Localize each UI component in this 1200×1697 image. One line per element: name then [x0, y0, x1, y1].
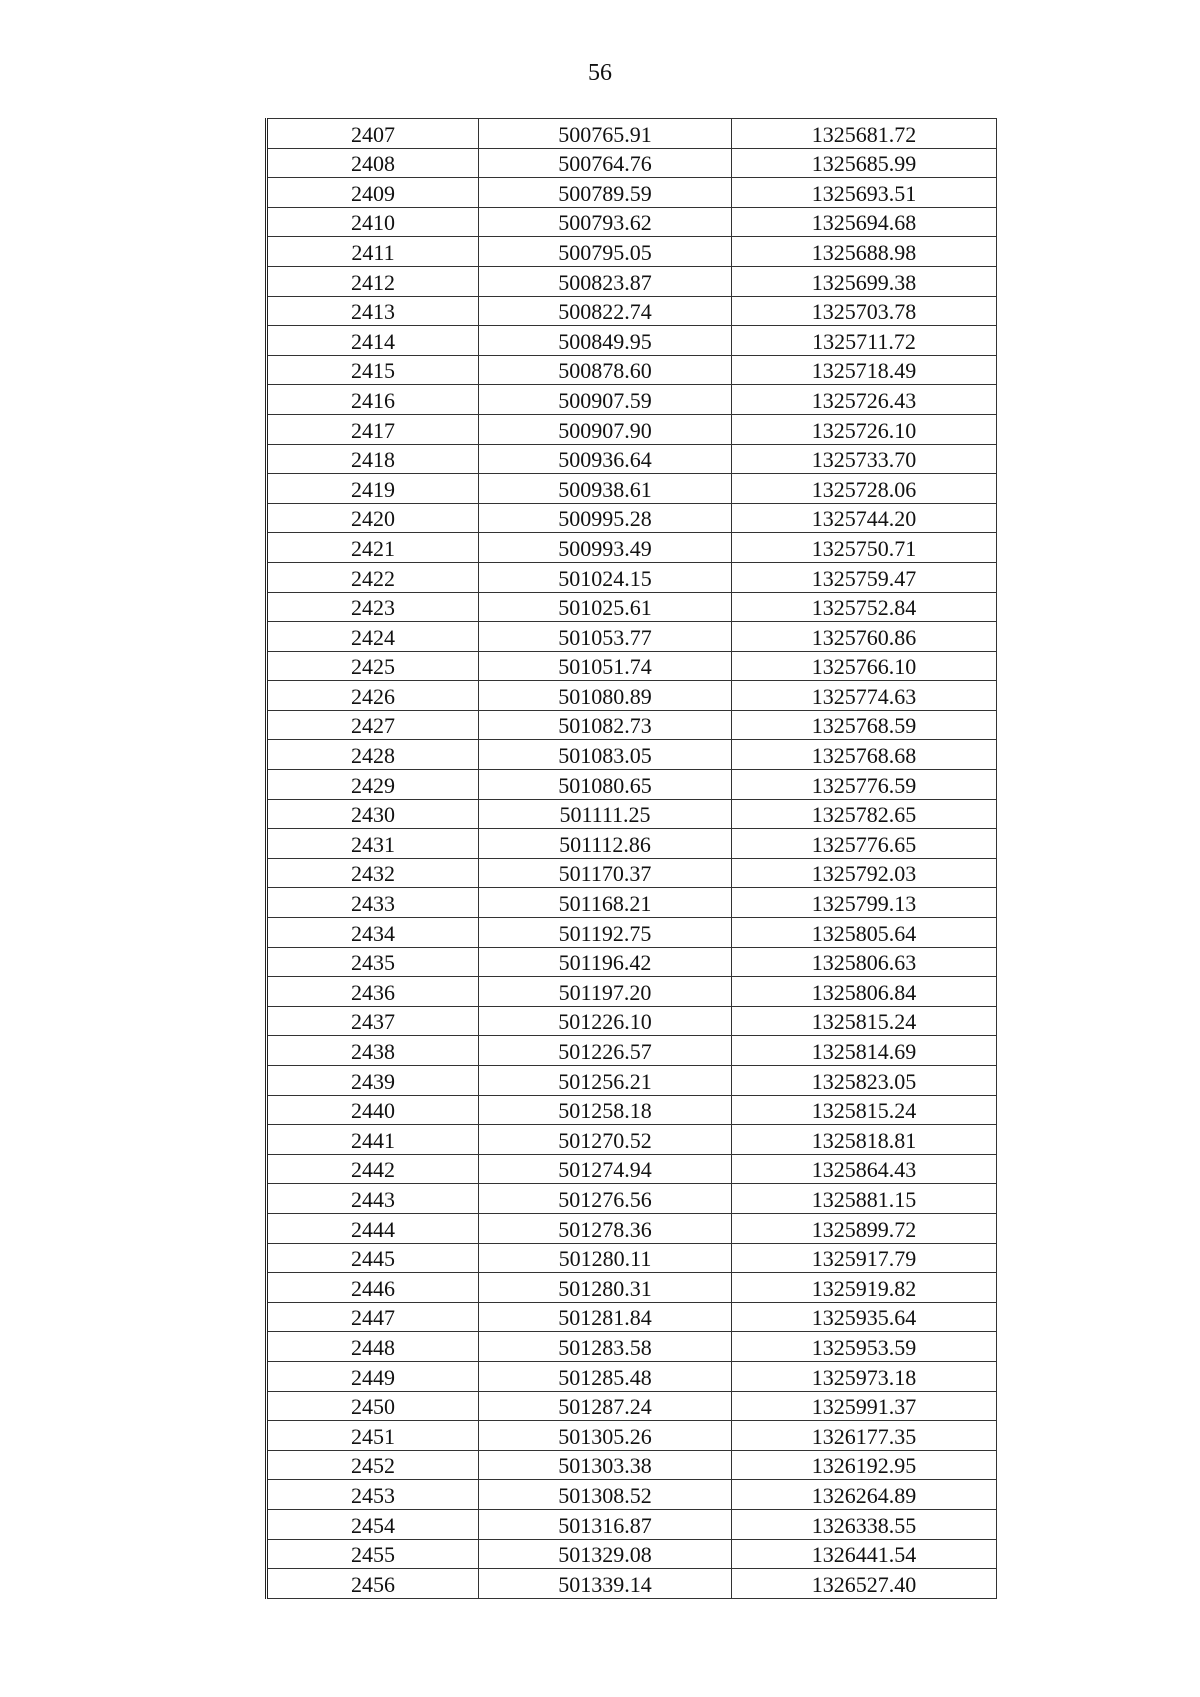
point-number-cell: 2407: [267, 119, 479, 149]
x-coordinate-cell: 501082.73: [479, 710, 732, 740]
table-row: [267, 178, 997, 208]
y-coordinate-cell: 1325782.65: [732, 799, 997, 829]
point-number-cell: 2445: [267, 1243, 479, 1273]
table-row: [267, 770, 997, 800]
x-coordinate-cell: 500823.87: [479, 266, 732, 296]
y-coordinate-cell: 1326441.54: [732, 1539, 997, 1569]
point-number-cell: 2433: [267, 888, 479, 918]
point-number-cell: 2415: [267, 355, 479, 385]
point-number-cell: 2429: [267, 770, 479, 800]
point-number-cell: 2455: [267, 1539, 479, 1569]
table-row: [267, 1421, 997, 1451]
y-coordinate-cell: 1325799.13: [732, 888, 997, 918]
y-coordinate-cell: 1325693.51: [732, 178, 997, 208]
x-coordinate-cell: 501274.94: [479, 1154, 732, 1184]
y-coordinate-cell: 1325935.64: [732, 1302, 997, 1332]
point-number-cell: 2425: [267, 651, 479, 681]
y-coordinate-cell: 1325699.38: [732, 266, 997, 296]
coordinates-table: [265, 118, 997, 1599]
y-coordinate-cell: 1326527.40: [732, 1569, 997, 1599]
table-row: [267, 829, 997, 859]
x-coordinate-cell: 501168.21: [479, 888, 732, 918]
x-coordinate-cell: 500765.91: [479, 119, 732, 149]
y-coordinate-cell: 1325991.37: [732, 1391, 997, 1421]
x-coordinate-cell: 501226.10: [479, 1006, 732, 1036]
table-row: [267, 1539, 997, 1569]
y-coordinate-cell: 1325919.82: [732, 1273, 997, 1303]
y-coordinate-cell: 1325814.69: [732, 1036, 997, 1066]
y-coordinate-cell: 1325752.84: [732, 592, 997, 622]
table-row: [267, 1450, 997, 1480]
y-coordinate-cell: 1325774.63: [732, 681, 997, 711]
table-row: [267, 1125, 997, 1155]
y-coordinate-cell: 1325768.68: [732, 740, 997, 770]
point-number-cell: 2446: [267, 1273, 479, 1303]
point-number-cell: 2411: [267, 237, 479, 267]
table-row: [267, 266, 997, 296]
x-coordinate-cell: 500849.95: [479, 326, 732, 356]
point-number-cell: 2427: [267, 710, 479, 740]
x-coordinate-cell: 501025.61: [479, 592, 732, 622]
y-coordinate-cell: 1325815.24: [732, 1006, 997, 1036]
table-row: [267, 148, 997, 178]
table-row: [267, 1095, 997, 1125]
y-coordinate-cell: 1325917.79: [732, 1243, 997, 1273]
point-number-cell: 2450: [267, 1391, 479, 1421]
y-coordinate-cell: 1325688.98: [732, 237, 997, 267]
x-coordinate-cell: 501305.26: [479, 1421, 732, 1451]
x-coordinate-cell: 501276.56: [479, 1184, 732, 1214]
table-row: [267, 207, 997, 237]
x-coordinate-cell: 501258.18: [479, 1095, 732, 1125]
y-coordinate-cell: 1325750.71: [732, 533, 997, 563]
table-row: [267, 119, 997, 149]
y-coordinate-cell: 1325776.59: [732, 770, 997, 800]
y-coordinate-cell: 1325744.20: [732, 503, 997, 533]
x-coordinate-cell: 501256.21: [479, 1066, 732, 1096]
x-coordinate-cell: 501192.75: [479, 918, 732, 948]
x-coordinate-cell: 501270.52: [479, 1125, 732, 1155]
x-coordinate-cell: 501024.15: [479, 562, 732, 592]
point-number-cell: 2448: [267, 1332, 479, 1362]
point-number-cell: 2423: [267, 592, 479, 622]
point-number-cell: 2436: [267, 977, 479, 1007]
y-coordinate-cell: 1325718.49: [732, 355, 997, 385]
y-coordinate-cell: 1325768.59: [732, 710, 997, 740]
x-coordinate-cell: 500793.62: [479, 207, 732, 237]
y-coordinate-cell: 1325703.78: [732, 296, 997, 326]
table-row: [267, 444, 997, 474]
y-coordinate-cell: 1326192.95: [732, 1450, 997, 1480]
point-number-cell: 2440: [267, 1095, 479, 1125]
table-row: [267, 710, 997, 740]
point-number-cell: 2410: [267, 207, 479, 237]
table-row: [267, 474, 997, 504]
x-coordinate-cell: 501226.57: [479, 1036, 732, 1066]
y-coordinate-cell: 1325726.10: [732, 414, 997, 444]
point-number-cell: 2426: [267, 681, 479, 711]
table-row: [267, 503, 997, 533]
y-coordinate-cell: 1325806.63: [732, 947, 997, 977]
point-number-cell: 2453: [267, 1480, 479, 1510]
x-coordinate-cell: 501112.86: [479, 829, 732, 859]
x-coordinate-cell: 501329.08: [479, 1539, 732, 1569]
y-coordinate-cell: 1325864.43: [732, 1154, 997, 1184]
point-number-cell: 2409: [267, 178, 479, 208]
y-coordinate-cell: 1325792.03: [732, 858, 997, 888]
x-coordinate-cell: 501051.74: [479, 651, 732, 681]
x-coordinate-cell: 501080.65: [479, 770, 732, 800]
point-number-cell: 2444: [267, 1213, 479, 1243]
table-row: [267, 1302, 997, 1332]
y-coordinate-cell: 1325818.81: [732, 1125, 997, 1155]
x-coordinate-cell: 500995.28: [479, 503, 732, 533]
x-coordinate-cell: 500993.49: [479, 533, 732, 563]
x-coordinate-cell: 501278.36: [479, 1213, 732, 1243]
y-coordinate-cell: 1326338.55: [732, 1509, 997, 1539]
x-coordinate-cell: 501280.11: [479, 1243, 732, 1273]
y-coordinate-cell: 1325726.43: [732, 385, 997, 415]
table-row: [267, 1332, 997, 1362]
point-number-cell: 2408: [267, 148, 479, 178]
point-number-cell: 2451: [267, 1421, 479, 1451]
point-number-cell: 2413: [267, 296, 479, 326]
y-coordinate-cell: 1325733.70: [732, 444, 997, 474]
table-row: [267, 385, 997, 415]
point-number-cell: 2431: [267, 829, 479, 859]
x-coordinate-cell: 501083.05: [479, 740, 732, 770]
table-row: [267, 947, 997, 977]
table-row: [267, 1480, 997, 1510]
point-number-cell: 2422: [267, 562, 479, 592]
table-row: [267, 237, 997, 267]
x-coordinate-cell: 501170.37: [479, 858, 732, 888]
x-coordinate-cell: 501280.31: [479, 1273, 732, 1303]
point-number-cell: 2438: [267, 1036, 479, 1066]
x-coordinate-cell: 501281.84: [479, 1302, 732, 1332]
point-number-cell: 2435: [267, 947, 479, 977]
point-number-cell: 2441: [267, 1125, 479, 1155]
y-coordinate-cell: 1325685.99: [732, 148, 997, 178]
point-number-cell: 2416: [267, 385, 479, 415]
table-row: [267, 1243, 997, 1273]
point-number-cell: 2428: [267, 740, 479, 770]
table-row: [267, 1154, 997, 1184]
point-number-cell: 2419: [267, 474, 479, 504]
point-number-cell: 2443: [267, 1184, 479, 1214]
x-coordinate-cell: 501283.58: [479, 1332, 732, 1362]
x-coordinate-cell: 501111.25: [479, 799, 732, 829]
point-number-cell: 2430: [267, 799, 479, 829]
y-coordinate-cell: 1325881.15: [732, 1184, 997, 1214]
y-coordinate-cell: 1325759.47: [732, 562, 997, 592]
table-row: [267, 1184, 997, 1214]
x-coordinate-cell: 501287.24: [479, 1391, 732, 1421]
table-row: [267, 858, 997, 888]
point-number-cell: 2442: [267, 1154, 479, 1184]
x-coordinate-cell: 500789.59: [479, 178, 732, 208]
y-coordinate-cell: 1325766.10: [732, 651, 997, 681]
y-coordinate-cell: 1325711.72: [732, 326, 997, 356]
table-row: [267, 296, 997, 326]
x-coordinate-cell: 501308.52: [479, 1480, 732, 1510]
table-row: [267, 414, 997, 444]
table-row: [267, 799, 997, 829]
point-number-cell: 2421: [267, 533, 479, 563]
x-coordinate-cell: 500822.74: [479, 296, 732, 326]
x-coordinate-cell: 500878.60: [479, 355, 732, 385]
table-row: [267, 622, 997, 652]
table-row: [267, 1391, 997, 1421]
y-coordinate-cell: 1325953.59: [732, 1332, 997, 1362]
table-row: [267, 1213, 997, 1243]
table-row: [267, 1036, 997, 1066]
table-row: [267, 651, 997, 681]
table-row: [267, 918, 997, 948]
table-row: [267, 1006, 997, 1036]
point-number-cell: 2418: [267, 444, 479, 474]
table-row: [267, 355, 997, 385]
point-number-cell: 2454: [267, 1509, 479, 1539]
point-number-cell: 2417: [267, 414, 479, 444]
table-row: [267, 592, 997, 622]
table-row: [267, 326, 997, 356]
table-row: [267, 1569, 997, 1599]
x-coordinate-cell: 500938.61: [479, 474, 732, 504]
x-coordinate-cell: 501339.14: [479, 1569, 732, 1599]
table-row: [267, 1066, 997, 1096]
point-number-cell: 2439: [267, 1066, 479, 1096]
x-coordinate-cell: 501316.87: [479, 1509, 732, 1539]
point-number-cell: 2432: [267, 858, 479, 888]
point-number-cell: 2414: [267, 326, 479, 356]
table-row: [267, 533, 997, 563]
x-coordinate-cell: 500764.76: [479, 148, 732, 178]
table-row: [267, 740, 997, 770]
y-coordinate-cell: 1326177.35: [732, 1421, 997, 1451]
point-number-cell: 2420: [267, 503, 479, 533]
y-coordinate-cell: 1325973.18: [732, 1361, 997, 1391]
y-coordinate-cell: 1325815.24: [732, 1095, 997, 1125]
table-row: [267, 977, 997, 1007]
y-coordinate-cell: 1325694.68: [732, 207, 997, 237]
table-row: [267, 1273, 997, 1303]
x-coordinate-cell: 500907.90: [479, 414, 732, 444]
y-coordinate-cell: 1325823.05: [732, 1066, 997, 1096]
point-number-cell: 2424: [267, 622, 479, 652]
y-coordinate-cell: 1325776.65: [732, 829, 997, 859]
x-coordinate-cell: 501053.77: [479, 622, 732, 652]
y-coordinate-cell: 1326264.89: [732, 1480, 997, 1510]
y-coordinate-cell: 1325760.86: [732, 622, 997, 652]
table-row: [267, 1361, 997, 1391]
page-number: 56: [588, 60, 612, 86]
point-number-cell: 2456: [267, 1569, 479, 1599]
y-coordinate-cell: 1325728.06: [732, 474, 997, 504]
x-coordinate-cell: 501196.42: [479, 947, 732, 977]
point-number-cell: 2449: [267, 1361, 479, 1391]
x-coordinate-cell: 500795.05: [479, 237, 732, 267]
x-coordinate-cell: 501197.20: [479, 977, 732, 1007]
x-coordinate-cell: 501303.38: [479, 1450, 732, 1480]
point-number-cell: 2412: [267, 266, 479, 296]
x-coordinate-cell: 501285.48: [479, 1361, 732, 1391]
y-coordinate-cell: 1325805.64: [732, 918, 997, 948]
x-coordinate-cell: 500936.64: [479, 444, 732, 474]
y-coordinate-cell: 1325806.84: [732, 977, 997, 1007]
y-coordinate-cell: 1325681.72: [732, 119, 997, 149]
table-row: [267, 1509, 997, 1539]
point-number-cell: 2434: [267, 918, 479, 948]
point-number-cell: 2437: [267, 1006, 479, 1036]
point-number-cell: 2452: [267, 1450, 479, 1480]
x-coordinate-cell: 501080.89: [479, 681, 732, 711]
table-row: [267, 562, 997, 592]
y-coordinate-cell: 1325899.72: [732, 1213, 997, 1243]
table-row: [267, 681, 997, 711]
coordinates-table-body: [267, 119, 997, 1599]
x-coordinate-cell: 500907.59: [479, 385, 732, 415]
point-number-cell: 2447: [267, 1302, 479, 1332]
table-row: [267, 888, 997, 918]
